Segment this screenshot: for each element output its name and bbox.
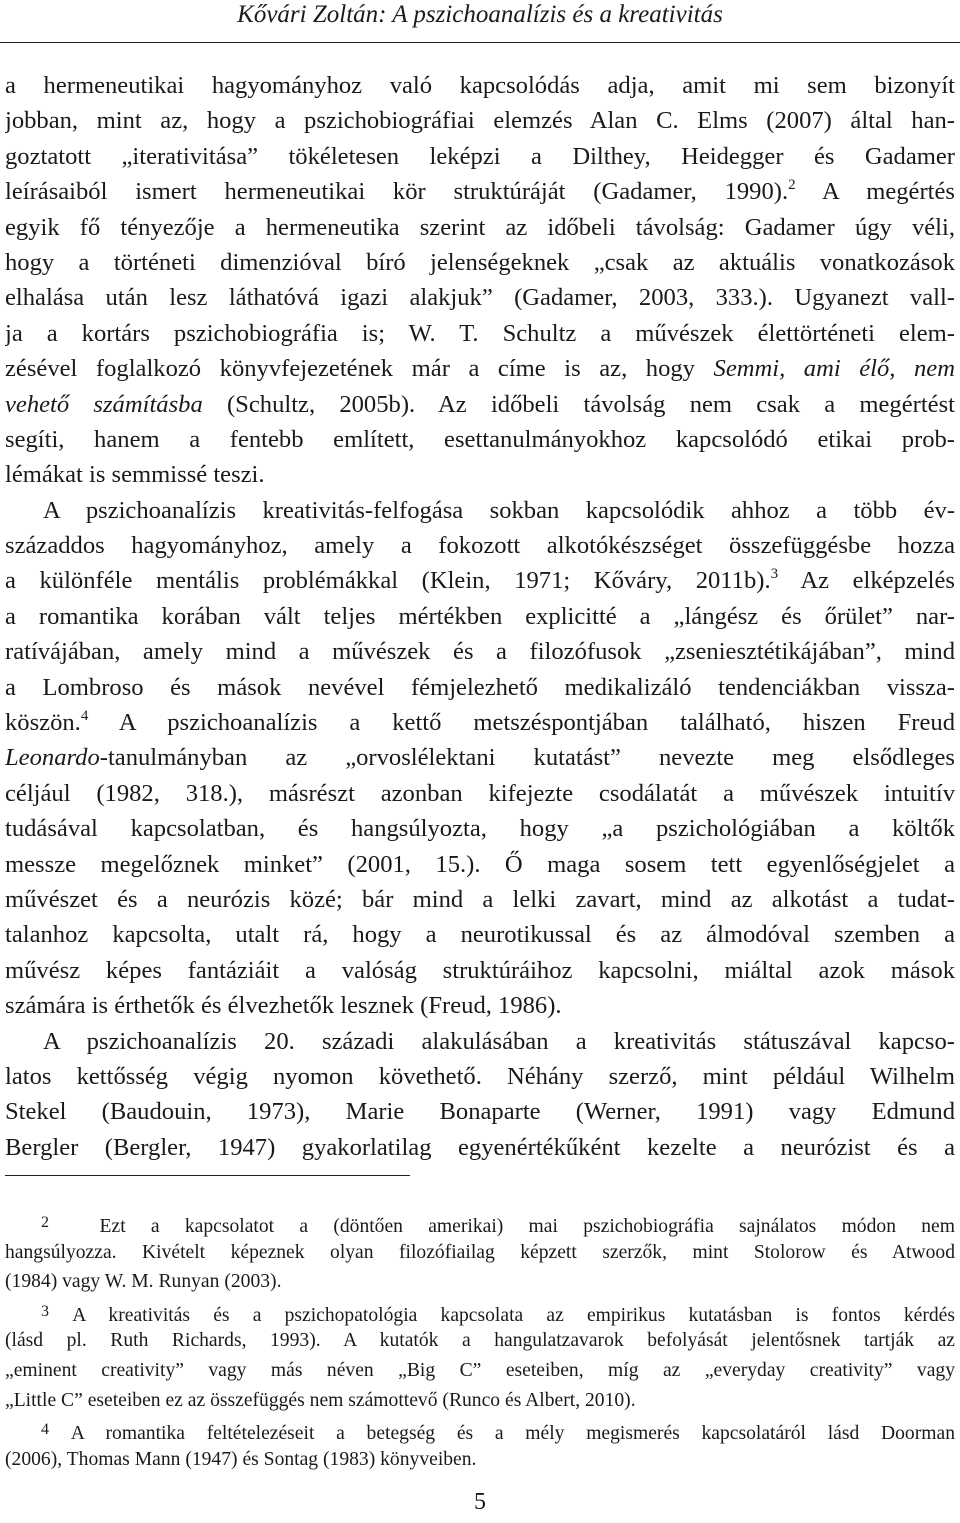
footnote-ref[interactable]: 2 — [788, 177, 796, 194]
text-line: goztatott „iterativitása” tökéletesen leképzi a Dilthey, Heidegger és Gadamer — [5, 142, 955, 170]
text-line: ratívájában, amely mind a művészek és a filozófusok „zseniesztétikájában”, mind — [5, 638, 955, 666]
footnote-line: „Little C” eseteiben ez az összefüggés nem számottevő (Runco és Albert, 2010). — [5, 1389, 636, 1411]
footnote-ref[interactable]: 4 — [80, 708, 89, 725]
text-line: céljául (1982, 318.), másrészt azonban kifejezte csodálatát a művészek intuitív — [5, 779, 955, 807]
text-line: a Lombroso és mások nevével fémjelezhető medikalizáló tendenciákban vissza- — [5, 673, 955, 701]
text-line: Bergler (Bergler, 1947) gyakorlatilag egyenértékűként kezelte a neurózist és a — [5, 1133, 955, 1161]
footnote-line: hangsúlyozza. Kivételt képeznek olyan filozófiailag képzett szerzők, mint Stolorow és Atwood — [5, 1241, 955, 1263]
italic-title: Semmi, ami élő, nem — [713, 355, 955, 383]
page-number: 5 — [474, 1489, 486, 1515]
text-line: művész képes fantáziáit a valóság struktúráihoz kapcsolni, miáltal azok mások — [5, 956, 955, 984]
text-line: elhalása után lesz láthatóvá igazi alakjuk” (Gadamer, 2003, 333.). Ugyanezt vall- — [5, 284, 955, 312]
header-title: Kővári Zoltán: A pszichoanalízis és a kreativitás — [237, 1, 723, 28]
text-line: egyik fő tényezője a hermeneutika szerint az időbeli távolság: Gadamer úgy véli, — [5, 213, 955, 241]
footnote-line: „eminent creativity” vagy más néven „Big C” eseteiben, míg az „everyday creativity” vagy — [5, 1359, 955, 1381]
footnote-ref[interactable]: 3 — [770, 566, 779, 583]
text-line: leírásaiból ismert hermeneutikai kör struktúráját (Gadamer, 1990).$^2$ A megértés — [5, 177, 955, 206]
text-line: zésével foglalkozó könyvfejezetének már a címe is az, hogy Semmi, ami élő, nem — [5, 355, 955, 383]
footnote-line: $^3$ A kreativitás és a pszichopatológia kapcsolata az empirikus kutatásban is fontos kérdés — [41, 1302, 955, 1326]
footnote-line: $^2$ Ezt a kapcsolatot a (döntően amerikai) mai pszichobiográfia sajnálatos módon nem — [41, 1214, 955, 1237]
text-line: lémákat is semmissé teszi. — [5, 461, 265, 489]
text-line: a romantika korában vált teljes mértékben explicitté a „lángész és őrület” nar- — [5, 602, 955, 630]
footnotes — [5, 1208, 955, 1474]
text-line: jobban, mint az, hogy a pszichobiográfiai elemzés Alan C. Elms (2007) által han- — [5, 107, 955, 135]
text-line: köszön.$^4$ A pszichoanalízis a kettő metszéspontjában található, hiszen Freud — [5, 708, 955, 737]
italic-title: Leonardo — [5, 744, 100, 772]
text-line: A pszichoanalízis 20. századi alakulásában a kreativitás státuszával kapcso- — [43, 1027, 955, 1055]
footnote-divider — [5, 1175, 410, 1176]
main-text — [5, 68, 955, 1165]
running-header — [0, 0, 960, 46]
text-line: Stekel (Baudouin, 1973), Marie Bonaparte (Werner, 1991) vagy Edmund — [5, 1098, 955, 1126]
footnote-number: 3 — [41, 1302, 49, 1320]
text-line: számára is érthetők és élvezhetők lesznek (Freud, 1986). — [5, 992, 562, 1020]
footnote-number: 2 — [41, 1214, 49, 1231]
footnote-number: 4 — [41, 1421, 49, 1439]
footnote-line: $^4$ A romantika feltételezéseit a betegség és a mély megismerés kapcsolatáról lásd Doorman — [41, 1421, 955, 1445]
text-line: segíti, hanem a fentebb említett, esettanulmányokhoz kapcsolódó etikai prob- — [5, 425, 955, 453]
footnote-line: (lásd pl. Ruth Richards, 1993). A kutatók a hangulatzavarok befolyását jelentősnek tartják az — [5, 1330, 955, 1352]
text-line: A pszichoanalízis kreativitás-felfogása sokban kapcsolódik ahhoz a több év- — [43, 496, 955, 524]
header-divider — [0, 42, 960, 43]
footnote-line: (1984) vagy W. M. Runyan (2003). — [5, 1271, 282, 1293]
text-line: hogy a történeti dimenzióval bíró jelenségeknek „csak az aktuális vonatkozások — [5, 248, 955, 276]
text-line: talanhoz kapcsolta, utalt rá, hogy a neurotikussal és az álmodóval szemben a — [5, 921, 955, 949]
text-line: ja a kortárs pszichobiográfia is; W. T. Schultz a művészek élettörténeti elem- — [5, 319, 955, 347]
footnote-line: (2006), Thomas Mann (1947) és Sontag (1983) könyveiben. — [5, 1448, 477, 1470]
text-line: Leonardo-tanulmányban az „orvoslélektani kutatást” nevezte meg elsődleges — [5, 744, 955, 772]
text-line: a hermeneutikai hagyományhoz való kapcsolódás adja, amit mi sem bizonyít — [5, 72, 955, 99]
text-line: művészet és a neurózis közé; bár mind a lelki zavart, mind az alkotást a tudat- — [5, 885, 955, 913]
text-line: vehető számításba (Schultz, 2005b). Az időbeli távolság nem csak a megértést — [5, 390, 955, 418]
italic-title: vehető számításba — [5, 390, 203, 418]
text-line: tudásával kapcsolatban, és hangsúlyozta, hogy „a pszichológiában a költők — [5, 815, 955, 843]
text-line: a különféle mentális problémákkal (Klein, 1971; Kőváry, 2011b).$^3$ Az elképzelés — [5, 566, 955, 595]
text-line: századdos hagyományhoz, amely a fokozott alkotókészséget összefüggésbe hozza — [5, 532, 955, 560]
text-line: latos kettősség végig nyomon követhető. Néhány szerző, mint például Wilhelm — [5, 1062, 955, 1090]
text-line: messze megelőznek minket” (2001, 15.). Ő maga sosem tett egyenlőségjelet a — [5, 850, 955, 878]
